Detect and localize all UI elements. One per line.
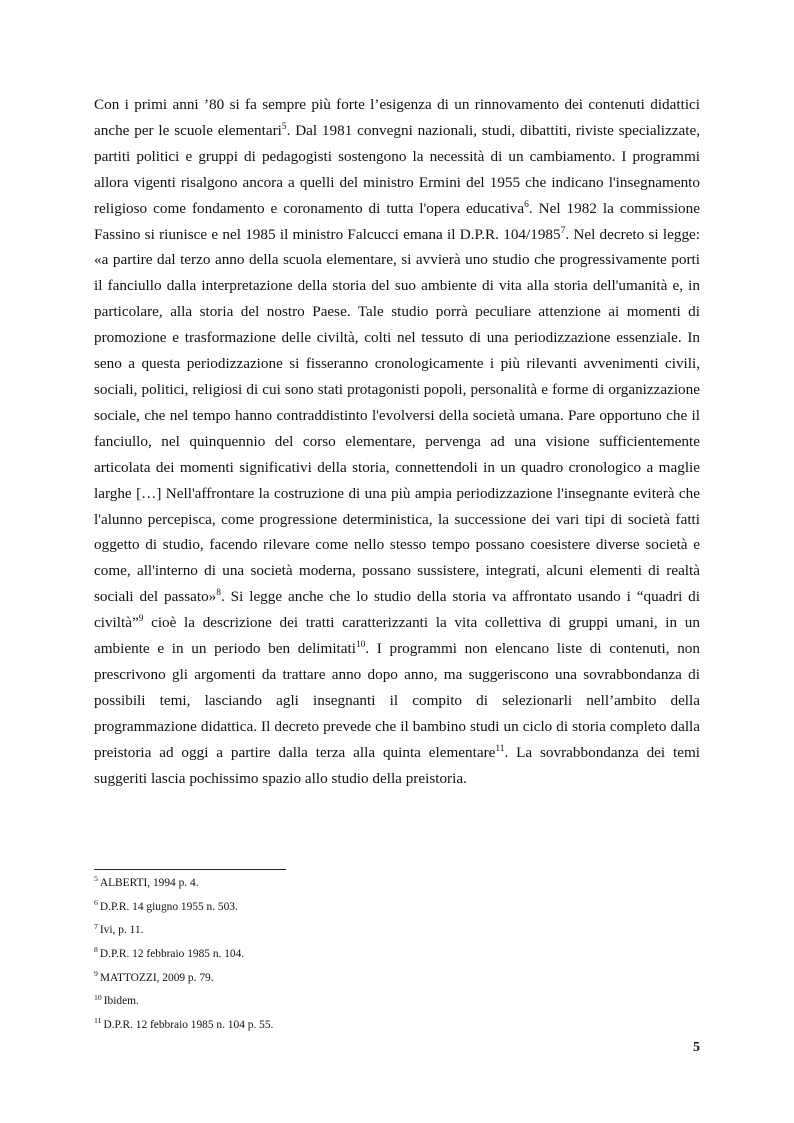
body-text-run: . Dal 1981 convegni nazionali, studi, dibattiti, riviste specializzate, partiti politici e gruppi di pedagogisti sostengono la necessità di un cambiamento. I programmi allora vigenti risalgono ancora a quelli del ministro Ermini del 1955 che indicano l'insegnamento religioso come fondamento e coronamento di tutta l'opera educativa — [94, 121, 700, 217]
body-text-run: . I programmi non elencano liste di contenuti, non prescrivono gli argomenti da trattare anno dopo anno, ma suggeriscono una sovrabbondanza di possibili temi, lasciando agli insegnanti il compito di selezionarli nell’ambito della programmazione didattica. Il decreto prevede che il bambino studi un ciclo di storia completo dalla preistoria ad oggi a partire dalla terza alla quinta elementare — [94, 640, 700, 761]
footnote-text: MATTOZZI, 2009 p. 79. — [99, 971, 214, 984]
body-paragraph — [94, 92, 700, 791]
footnote-reference[interactable]: 6 — [524, 199, 529, 210]
footnote-text: ALBERTI, 1994 p. 4. — [99, 877, 199, 889]
body-text-run: Con i primi anni ’80 si fa sempre più forte l’esigenza di un rinnovamento dei contenuti didattici anche per le scuole elementari — [94, 96, 700, 139]
footnote-separator — [94, 869, 286, 870]
footnote-number: 5 — [94, 874, 98, 884]
footnote-text: Ivi, p. 11. — [99, 924, 144, 937]
footnote-reference[interactable]: 8 — [216, 588, 221, 599]
footnote-reference[interactable]: 5 — [281, 121, 287, 132]
body-text-run: cioè la descrizione dei tratti caratterizzanti la vita collettiva di gruppi umani, in un ambiente e in un periodo ben delimitati — [94, 614, 700, 658]
footnote-number: 8 — [94, 945, 98, 955]
footnote-number: 6 — [94, 897, 98, 907]
footnote-item — [94, 968, 700, 995]
body-text-run: . Si legge anche che lo studio della storia va affrontato usando i “quadri di civiltà” — [94, 588, 700, 632]
footnote-number: 11 — [94, 1016, 102, 1026]
footnote-item — [94, 876, 700, 900]
body-text-run: . La sovrabbondanza dei temi suggeriti lascia pochissimo spazio allo studio della preistoria. — [94, 743, 700, 787]
footnote-item — [94, 1018, 700, 1042]
page-number: 5 — [693, 1040, 700, 1055]
footnote-item — [94, 994, 700, 1018]
footnote-item — [94, 897, 700, 924]
footnotes-list — [94, 876, 700, 1042]
footnote-reference[interactable]: 9 — [138, 614, 144, 625]
footnote-number: 10 — [94, 992, 102, 1002]
footnote-number: 9 — [94, 968, 98, 978]
footnote-text: D.P.R. 14 giugno 1955 n. 503. — [99, 900, 238, 913]
footnote-reference[interactable]: 7 — [560, 225, 566, 236]
footnote-text: D.P.R. 12 febbraio 1985 n. 104. — [99, 948, 245, 961]
footnote-item — [94, 923, 700, 947]
footnote-text: Ibidem. — [103, 995, 139, 1008]
body-text-run: . Nel decreto si legge: «a partire dal terzo anno della scuola elementare, si avvierà uno studio che progressivamente porti il fanciullo dalla interpretazione della storia del suo ambiente di vita alla storia dell'umanità e, in particolare, alla storia del nostro Paese. Tale studio porrà peculiare attenzione ai momenti di promozione e trasformazione delle civiltà, colti nel tessuto di una periodizzazione essenziale. In seno a questa periodizzazione si fisseranno cronologicamente i più rilevanti avvenimenti civili, sociali, politici, religiosi di cui sono stati protagonisti popoli, personalità e forme di organizzazione sociale, che nel tempo hanno contraddistinto l'evolversi della società umana. Pare opportuno che il fanciullo, nel quinquennio del corso elementare, pervenga ad una visione sufficientemente articolata dei momenti significativi della storia, connettendoli in un quadro cronologico a maglie larghe […] Nell'affrontare la costruzione di una più ampia periodizzazione l'insegnante eviterà che l'alunno percepisca, come progressione deterministica, la successione dei vari tipi di società fatti oggetto di studio, facendo rilevare come nello stesso tempo possano coesistere diverse società e come, all'interno di una società moderna, possano sussistere, integrati, alcuni elementi di realtà sociali del passato» — [94, 225, 700, 606]
footnote-reference[interactable]: 10 — [355, 639, 366, 650]
footnote-number: 7 — [94, 921, 98, 931]
footnote-reference[interactable]: 11 — [495, 743, 505, 754]
footnote-item — [94, 947, 700, 971]
body-text-run: . Nel 1982 la commissione Fassino si riunisce e nel 1985 il ministro Falcucci emana il D.P.R. 104/1985 — [94, 199, 700, 243]
footnote-text: D.P.R. 12 febbraio 1985 n. 104 p. 55. — [103, 1019, 274, 1032]
